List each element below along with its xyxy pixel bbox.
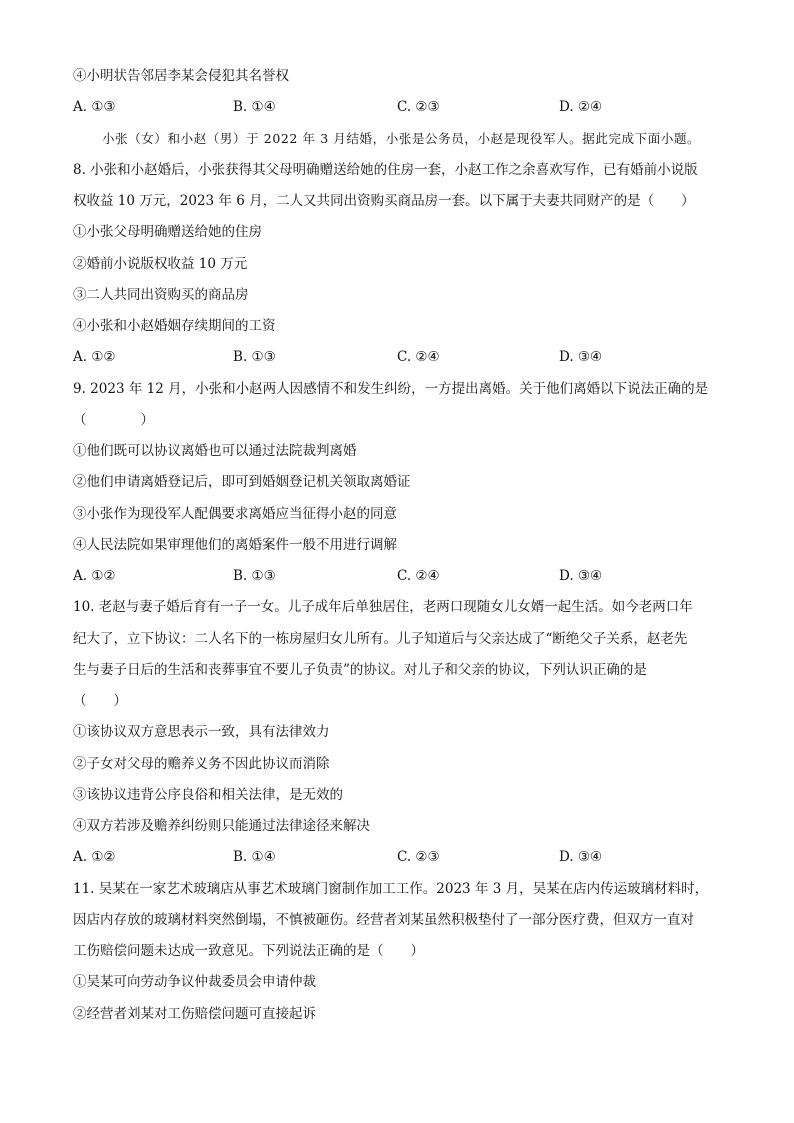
q8-stem-line-1: 8. 小张和小赵婚后，小张获得其父母明确赠送给她的住房一套，小赵工作之余喜欢写作，已有婚前小说版	[73, 162, 698, 178]
q10-option-a[interactable]: A. ①②	[73, 849, 116, 865]
q11-stem-line-2: 因店内存放的玻璃材料突然倒塌，不慎被砸伤。经营者刘某虽然积极垫付了一部分医疗费，但双方一直对	[73, 912, 694, 928]
q8-option-d[interactable]: D. ③④	[559, 349, 603, 365]
q11-stem-line-1: 11. 吴某在一家艺术玻璃店从事艺术玻璃门窗制作加工工作。2023 年 3 月，吴某在店内传运玻璃材料时，	[73, 881, 709, 897]
q10-item-1: ①该协议双方意思表示一致，具有法律效力	[73, 724, 330, 740]
q9-stem-line-2: （ ）	[73, 412, 154, 428]
q9-item-3: ③小张作为现役军人配偶要求离婚应当征得小赵的同意	[73, 506, 397, 522]
q9-stem-line-1: 9. 2023 年 12 月，小张和小赵两人因感情不和发生纠纷，一方提出离婚。关于他们离婚以下说法正确的是	[73, 381, 709, 397]
q8-answer-options	[73, 348, 733, 366]
q9-option-a[interactable]: A. ①②	[73, 568, 116, 584]
q10-item-4: ④双方若涉及赡养纠纷则只能通过法律途径来解决	[73, 818, 370, 834]
q10-option-d[interactable]: D. ③④	[559, 849, 603, 865]
q10-stem-line-3: 生与妻子日后的生活和丧葬事宜不要儿子负责”的协议。对儿子和父亲的协议，下列认识正确的是	[73, 662, 647, 678]
q10-stem-line-1: 10. 老赵与妻子婚后育有一子一女。儿子成年后单独居住，老两口现随女儿女婿一起生活。如今老两口年	[73, 599, 693, 615]
q11-item-1: ①吴某可向劳动争议仲裁委员会申请仲裁	[73, 974, 316, 990]
q9-option-c[interactable]: C. ②④	[397, 568, 440, 584]
q11-item-2: ②经营者刘某对工伤赔偿问题可直接起诉	[73, 1006, 316, 1022]
prev-option-c[interactable]: C. ②③	[397, 99, 440, 115]
q8-item-2: ②婚前小说版权收益 10 万元	[73, 256, 248, 272]
q10-stem-line-2: 纪大了，立下协议：二人名下的一栋房屋归女儿所有。儿子知道后与父亲达成了“断绝父子关系，赵老先	[73, 631, 688, 647]
prev-answer-options	[73, 98, 733, 116]
q9-option-d[interactable]: D. ③④	[559, 568, 603, 584]
q9-answer-options	[73, 567, 733, 585]
q8-item-1: ①小张父母明确赠送给她的住房	[73, 224, 262, 240]
q8-item-4: ④小张和小赵婚姻存续期间的工资	[73, 318, 276, 334]
prev-option-a[interactable]: A. ①③	[73, 99, 116, 115]
q8-stem-line-2: 权收益 10 万元，2023 年 6 月，二人又共同出资购买商品房一套。以下属于夫妻共同财产的是（ ）	[73, 193, 695, 209]
q8-option-c[interactable]: C. ②④	[397, 349, 440, 365]
scenario-intro: 小张（女）和小赵（男）于 2022 年 3 月结婚，小张是公务员，小赵是现役军人。据此完成下面小题。	[102, 131, 701, 146]
q10-stem-line-4: （ ）	[73, 693, 127, 709]
prev-option-d[interactable]: D. ②④	[559, 99, 603, 115]
q9-item-1: ①他们既可以协议离婚也可以通过法院裁判离婚	[73, 443, 357, 459]
q10-option-c[interactable]: C. ②③	[397, 849, 440, 865]
q10-item-3: ③该协议违背公序良俗和相关法律，是无效的	[73, 787, 343, 803]
prev-option-item-4: ④小明状告邻居李某会侵犯其名誉权	[73, 68, 289, 84]
prev-option-b[interactable]: B. ①④	[233, 99, 276, 115]
q8-option-b[interactable]: B. ①③	[233, 349, 276, 365]
q8-option-a[interactable]: A. ①②	[73, 349, 116, 365]
q10-item-2: ②子女对父母的赡养义务不因此协议而消除	[73, 756, 330, 772]
q9-item-2: ②他们申请离婚登记后，即可到婚姻登记机关领取离婚证	[73, 474, 411, 490]
q10-option-b[interactable]: B. ①④	[233, 849, 276, 865]
q9-item-4: ④人民法院如果审理他们的离婚案件一般不用进行调解	[73, 537, 397, 553]
q8-item-3: ③二人共同出资购买的商品房	[73, 287, 249, 303]
q10-answer-options	[73, 848, 733, 866]
q11-stem-line-3: 工伤赔偿问题未达成一致意见。下列说法正确的是（ ）	[73, 943, 424, 959]
q9-option-b[interactable]: B. ①③	[233, 568, 276, 584]
